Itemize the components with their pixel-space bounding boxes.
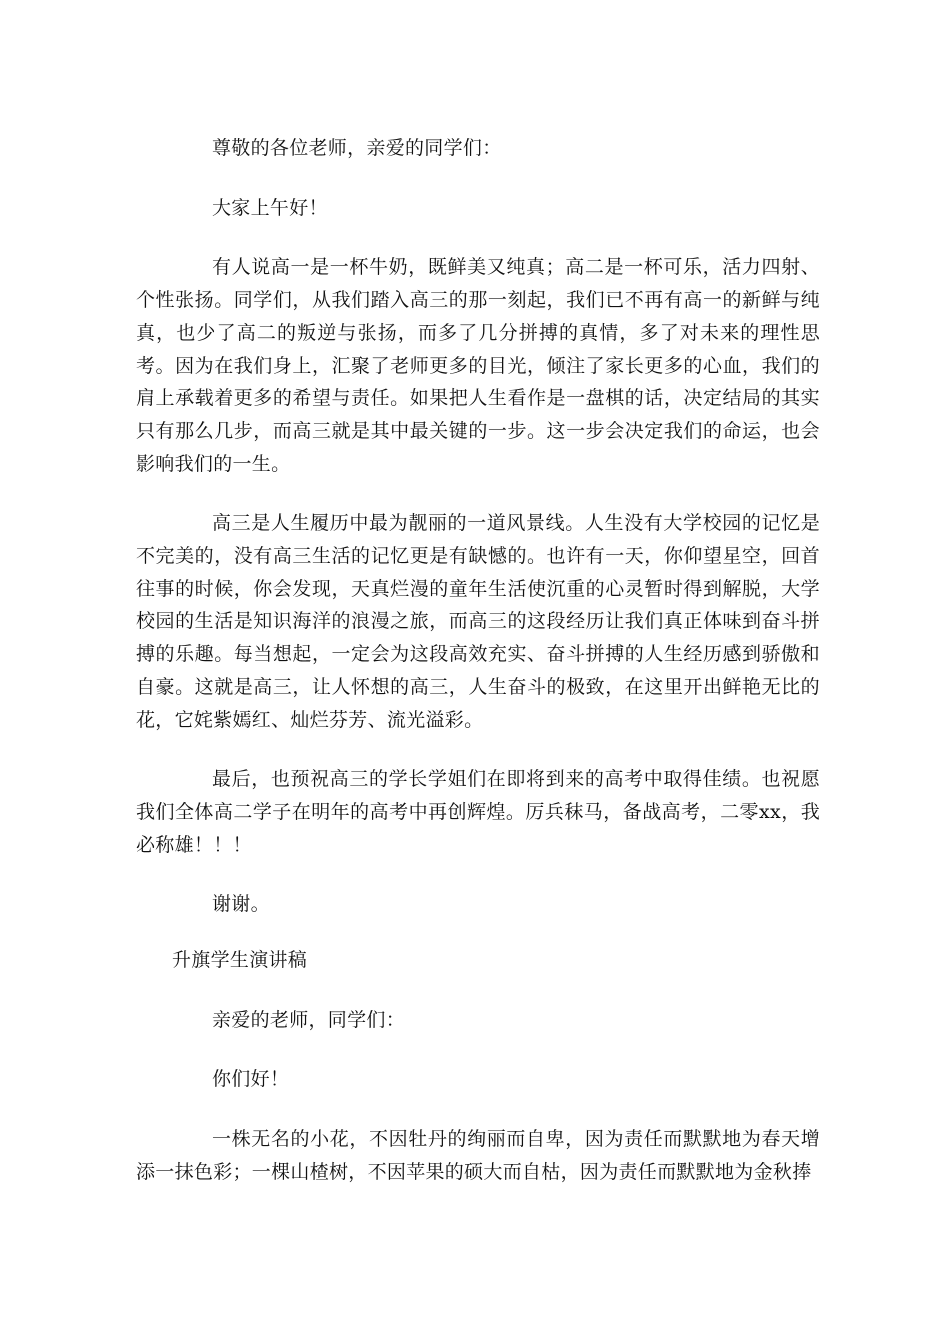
section-title: 升旗学生演讲稿 [172,949,308,972]
body-paragraph: 最后，也预祝高三的学长学姐们在即将到来的高考中取得佳绩。也祝愿我们全体高二学子在明年的高考中再创辉煌。厉兵秣马，备战高考，二零xx，我必称雄！！！ [136,768,820,856]
greeting: 亲爱的老师，同学们： [212,1008,406,1031]
body-paragraph: 有人说高一是一杯牛奶，既鲜美又纯真；高二是一杯可乐，活力四射、个性张扬。同学们，从我们踏入高三的那一刻起，我们已不再有高一的新鲜与纯真，也少了高二的叛逆与张扬，而多了几分拼搏的真情，多了对未来的理性思考。因为在我们身上，汇聚了老师更多的目光，倾注了家长更多的心血，我们的肩上承载着更多的希望与责任。如果把人生看作是一盘棋的话，决定结局的其实只有那么几步，而高三就是其中最关键的一步。这一步会决定我们的命运，也会影响我们的一生。 [136,256,820,475]
salutation: 你们好！ [212,1068,290,1091]
body-paragraph: 高三是人生履历中最为靓丽的一道风景线。人生没有大学校园的记忆是不完美的，没有高三生活的记忆更是有缺憾的。也许有一天，你仰望星空，回首往事的时候，你会发现，天真烂漫的童年生活使沉重的心灵暂时得到解脱，大学校园的生活是知识海洋的浪漫之旅，而高三的这段经历让我们真正体味到奋斗拼搏的乐趣。每当想起，一定会为这段高效充实、奋斗拼搏的人生经历感到骄傲和自豪。这就是高三，让人怀想的高三，人生奋斗的极致，在这里开出鲜艳无比的花，它姹紫嫣红、灿烂芬芳、流光溢彩。 [136,512,820,731]
salutation: 大家上午好！ [212,196,328,219]
greeting: 尊敬的各位老师，亲爱的同学们： [212,137,502,159]
body-paragraph: 一株无名的小花，不因牡丹的绚丽而自卑，因为责任而默默地为春天增添一抹色彩；一棵山楂树，不因苹果的硕大而自枯，因为责任而默默地为金秋捧 [136,1128,820,1183]
document-body [136,132,820,1189]
closing: 谢谢。 [212,893,270,916]
